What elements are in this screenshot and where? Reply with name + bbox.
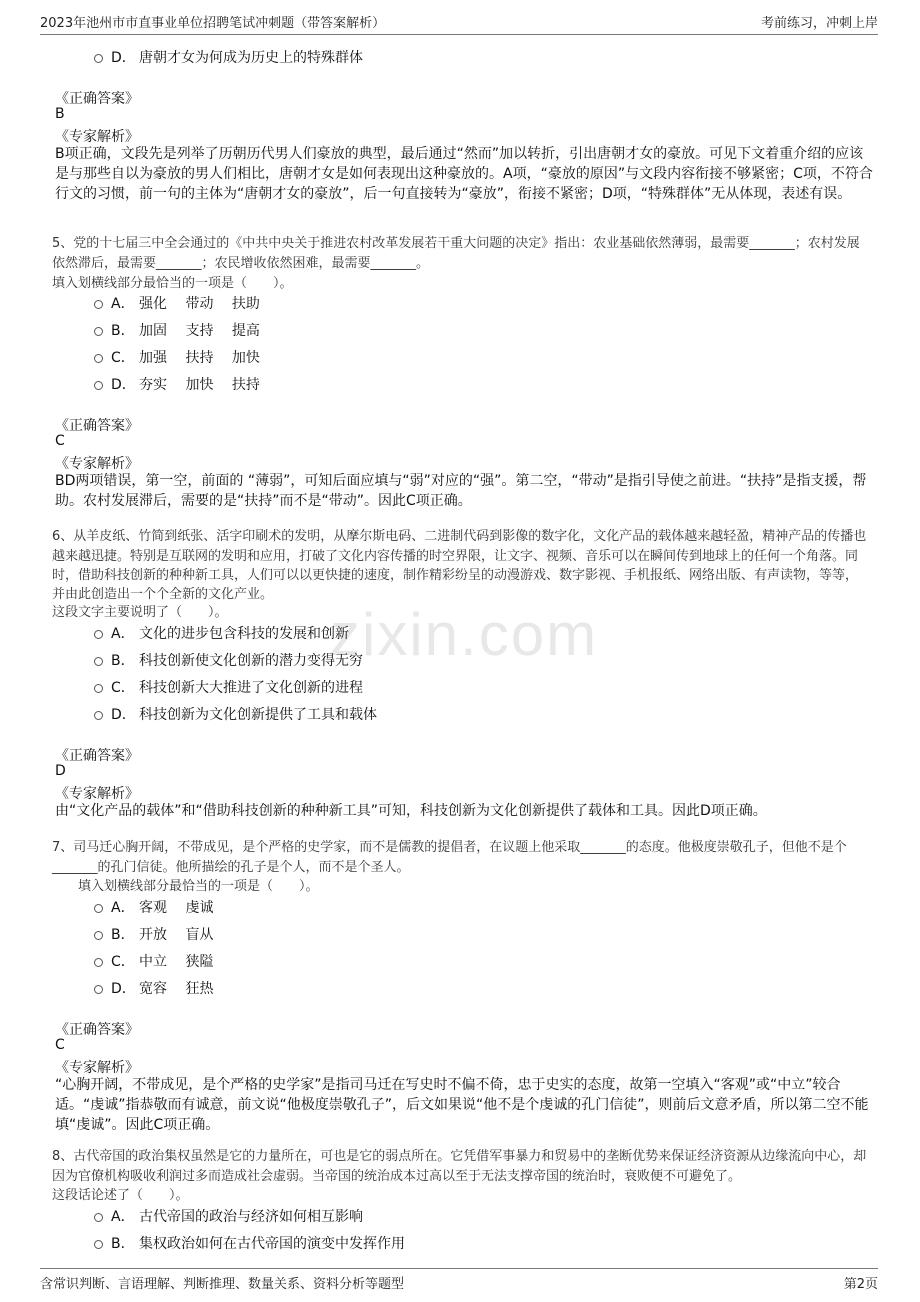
q7-option-a[interactable]: A． 客观 虔诚 bbox=[94, 897, 213, 917]
answer-label: 《正确答案》 bbox=[55, 418, 139, 434]
answer-label: 《正确答案》 bbox=[55, 748, 139, 764]
q7-option-d[interactable]: D． 宽容 狂热 bbox=[94, 978, 213, 998]
radio-icon[interactable] bbox=[94, 985, 103, 994]
radio-icon[interactable] bbox=[94, 684, 103, 693]
q5-option-a[interactable]: A． 强化 带动 扶助 bbox=[94, 293, 260, 313]
radio-icon[interactable] bbox=[94, 300, 103, 309]
watermark: zixin.com bbox=[330, 601, 599, 668]
answer-value: D bbox=[55, 763, 66, 779]
question-prompt: 填入划横线部分最恰当的一项是（ ）。 bbox=[52, 879, 319, 894]
page-header bbox=[40, 12, 878, 35]
radio-icon[interactable] bbox=[94, 381, 103, 390]
question-stem: 越来越迅捷。特别是互联网的发明和应用，打破了文化内容传播的时空界限，让文字、视频、音乐可以在瞬间传到地球上的任何一个角落。同 bbox=[52, 549, 859, 564]
document-title: 2023年池州市市直事业单位招聘笔试冲刺题（带答案解析） bbox=[40, 16, 386, 31]
question-stem: 6、从羊皮纸、竹简到纸张、活字印刷术的发明，从摩尔斯电码、二进制代码到影像的数字化，文化产品的载体越来越轻盈，精神产品的传播也 bbox=[52, 529, 867, 544]
analysis-label: 《专家解析》 bbox=[55, 129, 139, 145]
footer-note: 含常识判断、言语理解、判断推理、数量关系、资料分析等题型 bbox=[40, 1277, 405, 1292]
question-stem: 并由此创造出一个个全新的文化产业。 bbox=[52, 587, 274, 602]
question-stem: 时，借助科技创新的种种新工具，人们可以以更快捷的速度，制作精彩纷呈的动漫游戏、数字影视、手机报纸、网络出版、有声读物，等等， bbox=[52, 568, 859, 583]
page-footer bbox=[40, 1268, 878, 1291]
q6-option-d[interactable]: D． 科技创新为文化创新提供了工具和载体 bbox=[94, 704, 377, 724]
q5-option-d[interactable]: D． 夯实 加快 扶持 bbox=[94, 374, 260, 394]
analysis-text: BD两项错误，第一空，前面的 “薄弱”，可知后面应填与“弱”对应的“强”。第二空，“带动”是指引导使之前进。“扶持”是指支援，帮助。农村发展滞后，需要的是“扶持”而不是“带动”。因此C项正确。 bbox=[55, 473, 867, 509]
question-stem: 5、党的十七届三中全会通过的《中共中央关于推进农村改革发展若干重大问题的决定》指出：农业基础依然薄弱，最需要_______；农村发展 bbox=[52, 236, 860, 251]
page-number: 第2页 bbox=[843, 1277, 878, 1292]
question-prompt: 填入划横线部分最恰当的一项是（ ）。 bbox=[52, 276, 293, 291]
q6-option-b[interactable]: B． 科技创新使文化创新的潜力变得无穷 bbox=[94, 650, 363, 670]
radio-icon[interactable] bbox=[94, 327, 103, 336]
answer-label: 《正确答案》 bbox=[55, 1022, 139, 1038]
question-stem: 因为官僚机构吸收利润过多而造成社会虚弱。当帝国的统治成本过高以至于无法支撑帝国的统治时，衰败便不可避免了。 bbox=[52, 1169, 742, 1184]
analysis-label: 《专家解析》 bbox=[55, 1060, 139, 1076]
radio-icon[interactable] bbox=[94, 354, 103, 363]
radio-icon[interactable] bbox=[94, 904, 103, 913]
q8-option-b[interactable]: B． 集权政治如何在古代帝国的演变中发挥作用 bbox=[94, 1233, 405, 1253]
question-stem: 依然滞后，最需要_______；农民增收依然困难，最需要_______。 bbox=[52, 256, 430, 271]
radio-icon[interactable] bbox=[94, 630, 103, 639]
analysis-label: 《专家解析》 bbox=[55, 456, 139, 472]
answer-value: C bbox=[55, 433, 65, 449]
radio-icon[interactable] bbox=[94, 958, 103, 967]
q5-option-c[interactable]: C． 加强 扶持 加快 bbox=[94, 347, 260, 367]
q7-option-c[interactable]: C． 中立 狭隘 bbox=[94, 951, 213, 971]
q7-option-b[interactable]: B． 开放 盲从 bbox=[94, 924, 213, 944]
q8-option-a[interactable]: A． 古代帝国的政治与经济如何相互影响 bbox=[94, 1206, 363, 1226]
header-slogan: 考前练习，冲刺上岸 bbox=[760, 16, 878, 31]
question-stem: 8、古代帝国的政治集权虽然是它的力量所在，可也是它的弱点所在。它凭借军事暴力和贸易中的垄断优势来保证经济资源从边缘流向中心，却 bbox=[52, 1149, 867, 1164]
analysis-text: 由“文化产品的载体”和“借助科技创新的种种新工具”可知，科技创新为文化创新提供了载体和工具。因此D项正确。 bbox=[55, 803, 767, 819]
analysis-text: “心胸开阔，不带成见，是个严格的史学家”是指司马迁在写史时不偏不倚，忠于史实的态度，故第一空填入“客观”或“中立”较合适。“虔诚”指恭敬而有诚意，前文说“他极度崇敬孔子”，后文如果说“他不是个虔诚的孔门信徒”，则前后文意矛盾，所以第二空不能填“虔诚”。因此C项正确。 bbox=[55, 1077, 869, 1133]
radio-icon[interactable] bbox=[94, 54, 103, 63]
radio-icon[interactable] bbox=[94, 711, 103, 720]
question-stem: 7、司马迁心胸开阔，不带成见，是个严格的史学家，而不是儒教的提倡者，在议题上他采取_______的态度。他极度崇敬孔子，但他不是个 bbox=[52, 840, 847, 855]
q4-option-d[interactable]: D． 唐朝才女为何成为历史上的特殊群体 bbox=[94, 47, 363, 67]
answer-value: C bbox=[55, 1037, 65, 1053]
radio-icon[interactable] bbox=[94, 1213, 103, 1222]
answer-label: 《正确答案》 bbox=[55, 91, 139, 107]
analysis-text: B项正确，文段先是列举了历朝历代男人们豪放的典型，最后通过“然而”加以转折，引出唐朝才女的豪放。可见下文着重介绍的应该是与那些自以为豪放的男人们相比，唐朝才女是如何表现出这种豪放的。A项，“豪放的原因”与文段内容衔接不够紧密；C项，不符合行文的习惯，前一句的主体为“唐朝才女的豪放”，后一句直接转为“豪放”，衔接不紧密；D项，“特殊群体”无从体现，表述有误。 bbox=[55, 146, 873, 202]
q6-option-c[interactable]: C． 科技创新大大推进了文化创新的进程 bbox=[94, 677, 363, 697]
radio-icon[interactable] bbox=[94, 931, 103, 940]
question-prompt: 这段文字主要说明了（ ）。 bbox=[52, 605, 228, 620]
question-stem: _______的孔门信徒。他所描绘的孔子是个人，而不是个圣人。 bbox=[52, 860, 410, 875]
analysis-label: 《专家解析》 bbox=[55, 786, 139, 802]
radio-icon[interactable] bbox=[94, 1240, 103, 1249]
radio-icon[interactable] bbox=[94, 657, 103, 666]
q6-option-a[interactable]: A． 文化的进步包含科技的发展和创新 bbox=[94, 623, 349, 643]
answer-value: B bbox=[55, 106, 65, 122]
q5-option-b[interactable]: B． 加固 支持 提高 bbox=[94, 320, 260, 340]
question-prompt: 这段话论述了（ ）。 bbox=[52, 1188, 189, 1203]
